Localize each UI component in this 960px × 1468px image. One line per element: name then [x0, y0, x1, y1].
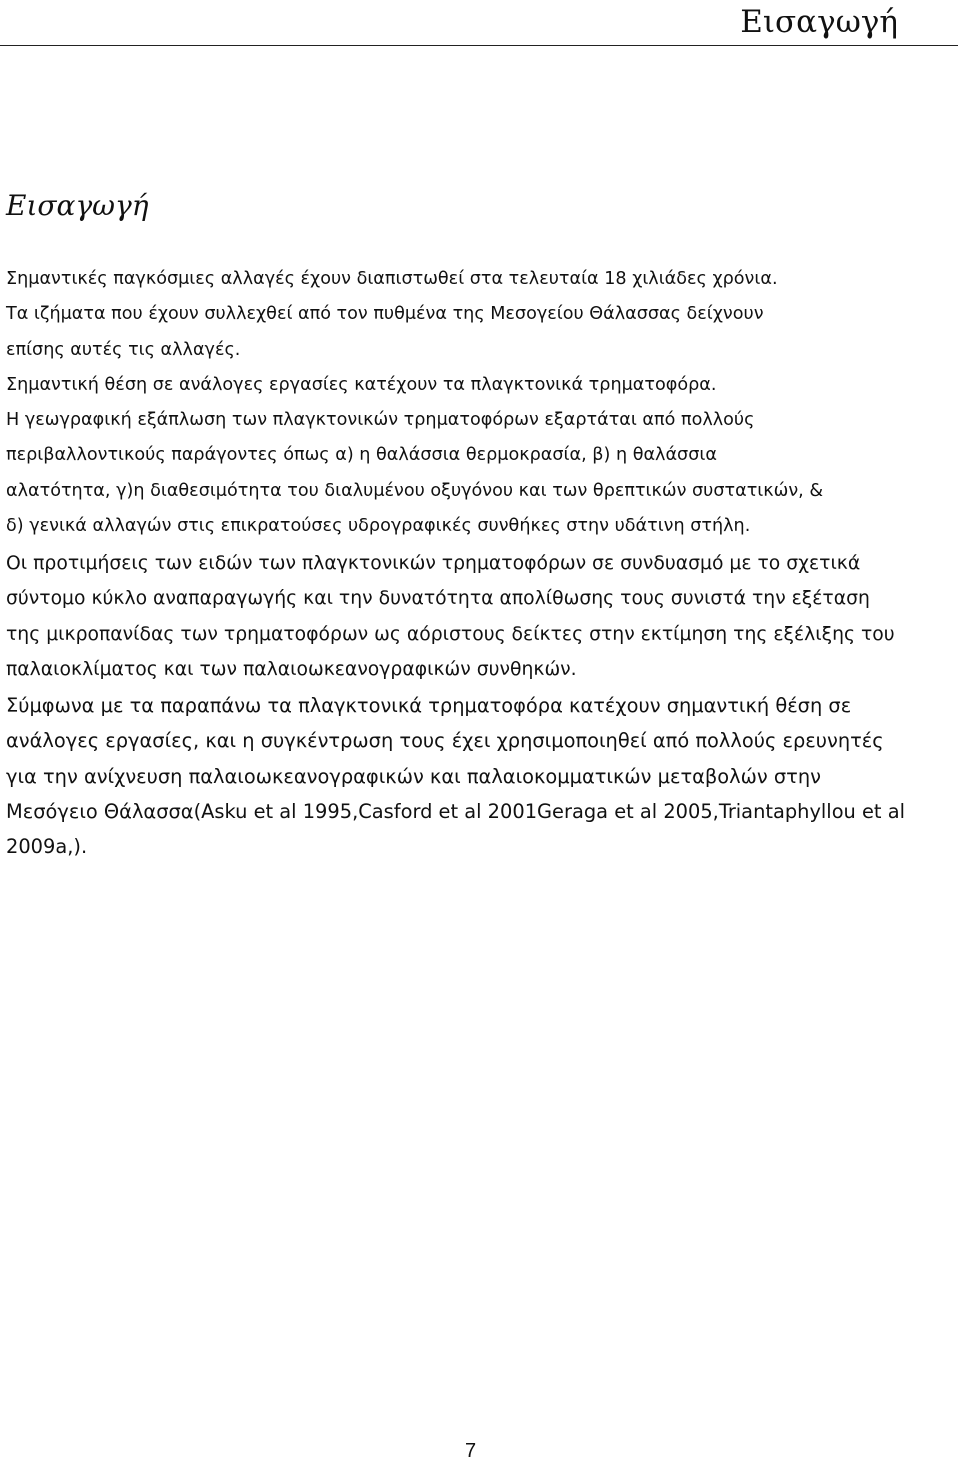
running-header-title: Εισαγωγή	[740, 4, 898, 40]
text-line: δ) γενικά αλλαγών στις επικρατούσες υδρογραφικές συνθήκες στην υδάτινη στήλη.	[6, 516, 751, 537]
section-heading: Εισαγωγή	[6, 189, 149, 222]
text-line: για την ανίχνευση παλαιοωκεανογραφικών και παλαιοκομματικών μεταβολών στην	[6, 764, 821, 788]
text-line: Μεσόγειο Θάλασσα(Asku et al 1995,Casford et al 2001Geraga et al 2005,Triantaphyllou et al	[6, 799, 905, 823]
paragraph-conclusion	[6, 688, 954, 864]
paragraph-preferences	[6, 546, 954, 687]
text-line: σύντομο κύκλο αναπαραγωγής και την δυνατότητα απολίθωσης τους συνιστά την εξέταση	[6, 588, 870, 610]
text-line: Σύμφωνα με τα παραπάνω τα πλαγκτονικά τρηματοφόρα κατέχουν σημαντική θέση σε	[6, 694, 852, 717]
text-line: Οι προτιμήσεις των ειδών των πλαγκτονικών τρηματοφόρων σε συνδυασμό με το σχετικά	[6, 553, 861, 574]
running-header	[0, 0, 960, 48]
text-line: Η γεωγραφική εξάπλωση των πλαγκτονικών τρηματοφόρων εξαρτάται από πολλούς	[6, 410, 755, 431]
header-divider	[0, 45, 958, 46]
paragraph-intro	[6, 262, 954, 544]
text-line: παλαιοκλίματος και των παλαιοωκεανογραφικών συνθηκών.	[6, 658, 577, 680]
text-line: Τα ιζήματα που έχουν συλλεχθεί από τον πυθμένα της Μεσογείου Θάλασσας δείχνουν	[6, 304, 764, 325]
text-line: περιβαλλοντικούς παράγοντες όπως α) η θαλάσσια θερμοκρασία, β) η θαλάσσια	[6, 445, 717, 466]
text-line: ανάλογες εργασίες, και η συγκέντρωση τους έχει χρησιμοποιηθεί από πολλούς ερευνητές	[6, 729, 884, 753]
text-line: της μικροπανίδας των τρηματοφόρων ως αόριστους δείκτες στην εκτίμηση της εξέλιξης του	[6, 623, 895, 645]
text-line: επίσης αυτές τις αλλαγές.	[6, 339, 241, 360]
text-line: Σημαντική θέση σε ανάλογες εργασίες κατέχουν τα πλαγκτονικά τρηματοφόρα.	[6, 374, 717, 395]
page-number: 7	[465, 1440, 477, 1462]
text-line: Σημαντικές παγκόσμιες αλλαγές έχουν διαπιστωθεί στα τελευταία 18 χιλιάδες χρόνια.	[6, 269, 778, 289]
text-line: αλατότητα, γ)η διαθεσιμότητα του διαλυμένου οξυγόνου και των θρεπτικών συστατικών, &	[6, 480, 824, 501]
text-line: 2009a,).	[6, 835, 88, 859]
